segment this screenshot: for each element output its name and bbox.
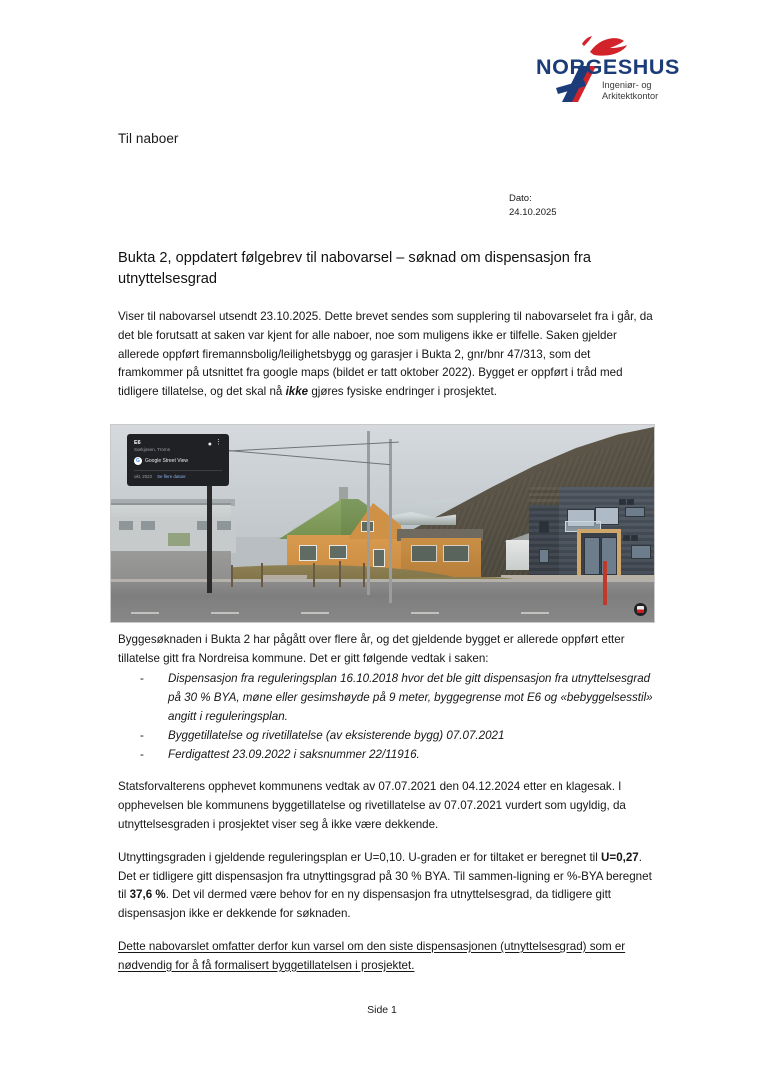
paragraph-intro-b: gjøres fysiske endringer i prosjektet. [308, 385, 497, 399]
paragraph-utnyttingsgrad [118, 849, 654, 924]
list-item: - Dispensasjon fra reguleringsplan 16.10.2018 hvor det ble gitt dispensasjon fra utnyttelsesgrad på 30 % BYA, møne eller gesimshøyde på 9 meter, byggegrense mot E6 og «bebyggelsesstil» angitt i reguleringsplan. [140, 670, 654, 726]
date-block [509, 192, 557, 220]
utnyttingsgrad-c: . Det er tidligere gitt dispensasjon fra utnyttingsgrad på 30 % BYA. Til sammen-ligning er %-BYA beregnet til [118, 850, 652, 902]
norgeshus-logo [520, 30, 680, 102]
date-value: 24.10.2025 [509, 206, 557, 218]
paragraph-statsforvalter: Statsforvalterens opphevet kommunens vedtak av 07.07.2021 den 04.12.2024 etter en klagesak. I opphevelsen ble kommunens byggetillatelse og rivetillatelse av 07.07.2021 vurdert som ugyldig, da utnyttelsesgraden i prosjektet viser seg å ikke være dekkende. [118, 780, 626, 831]
logo-graphic [520, 30, 680, 102]
location-pin-icon[interactable]: ● [207, 441, 212, 448]
document-body [118, 308, 654, 989]
paragraph-case-history: Byggesøknaden i Bukta 2 har pågått over flere år, og det gjeldende bygget er allerede oppført etter tillatelse gitt fra Nordreisa kommune. Det er gitt følgende vedtak i saken: [118, 632, 625, 665]
streetview-road-name: E6 [134, 440, 141, 446]
list-item: - Ferdigattest 23.09.2022 i saksnummer 22/11916. [140, 746, 654, 765]
page-footer: Side 1 [367, 1004, 397, 1016]
streetview-capture-date: okt. 2022 [134, 474, 153, 480]
svg-text:NORGESHUS: NORGESHUS [536, 55, 680, 79]
paragraph-conclusion: Dette nabovarslet omfatter derfor kun varsel om den siste dispensasjonen (utnyttelsesgrad) som er nødvendig for å få formalisert byggetillatelsen i prosjektet. [118, 939, 626, 972]
photo-spacer [118, 416, 654, 631]
streetview-location: Sørkjosen, Troms [134, 447, 170, 453]
streetview-brand-label: Google Street View [145, 458, 188, 465]
list-item: - Byggetillatelse og rivetillatelse (av eksisterende bygg) 07.07.2021 [140, 727, 654, 746]
paragraph-intro [118, 308, 654, 402]
document-title: Bukta 2, oppdatert følgebrev til nabovarsel – søknad om dispensasjon fra utnyttelsesgrad [118, 250, 591, 288]
utnyttingsgrad-a: Utnyttingsgraden i gjeldende reguleringsplan er U=0,10. U-graden er for tiltaket er beregnet til [118, 850, 602, 864]
addressee-line: Til naboer [118, 131, 179, 146]
google-icon: G [134, 457, 142, 465]
utnyttingsgrad-d: . Det vil dermed være behov for en ny dispensasjon fra utnyttelsesgrad, da tidligere gitt dispensasjon ikke er dekkende for søknaden. [118, 888, 612, 921]
svg-text:Ingeniør- og: Ingeniør- og [602, 80, 652, 90]
paragraph-intro-emphasis: ikke [285, 385, 309, 399]
date-label: Dato: [509, 193, 532, 204]
more-vertical-icon[interactable]: ⋮ [215, 439, 222, 446]
svg-text:Arkitektkontor: Arkitektkontor [602, 91, 659, 101]
decision-list [118, 670, 654, 764]
streetview-more-dates-link[interactable]: Se flere datoer [157, 474, 186, 480]
u-value: U=0,27 [601, 850, 639, 864]
bya-percent-value: 37,6 % [129, 888, 166, 902]
paragraph-intro-a: Viser til nabovarsel utsendt 23.10.2025. Dette brevet sendes som supplering til nabovarselet fra i går, da det ble forutsatt at saken var kjent for alle naboer, noe som muligens ikke er tilfelle. Saken gjelder allerede oppført firemannsbolig/leilighetsbygg og garasjer i Bukta 2, gnr/bnr 47/313, som det framkommer på utsnittet fra google maps (bildet er tatt oktober 2022). Bygget er oppført i tråd med tidligere tillatelse, og det skal nå [118, 310, 653, 399]
